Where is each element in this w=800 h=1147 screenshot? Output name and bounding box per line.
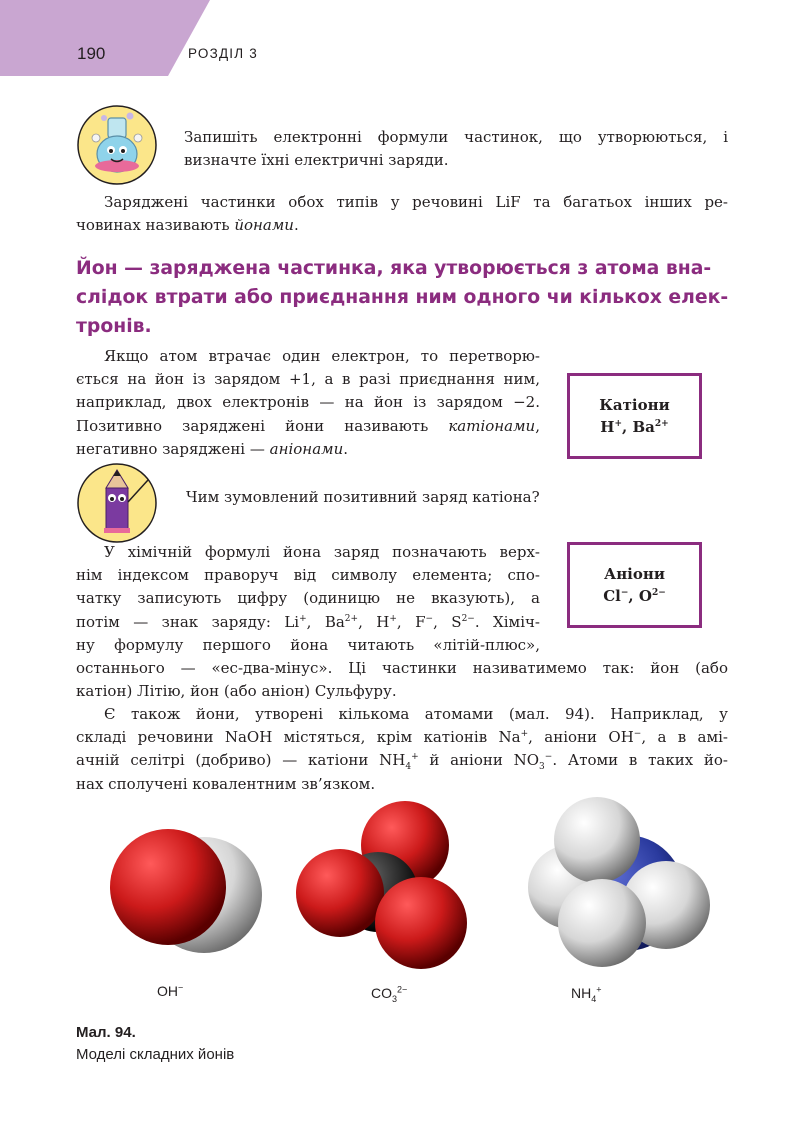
molecule-models: [100, 795, 740, 980]
paragraph-ion-formula: У хімічній формулі йона заряд позначають верх- нім індексом праворуч від символу елемента; спо- чатку записують цифру (одиницю не вказують), а потім — знак заряду: Li+, $Ba^{2+}$, H+, F−, $S^{2-}$. Хіміч- ну формулу першого йона читають «літій-плюс», останнього — «ес-два-мінус». Ці частинки називатимемо так: йон (або катіон) Літію, йон (або аніон) Сульфуру.: [76, 543, 728, 701]
paragraph-ions-intro: Заряджені частинки обох типів у речовині LiF та багатьох інших ре- човинах називають йонами.: [76, 193, 728, 235]
ammonium-model: [528, 797, 710, 967]
figure-caption-text: Моделі складних йонів: [76, 1046, 235, 1063]
flask-character-icon: [76, 104, 158, 186]
page-number: 190: [77, 44, 106, 63]
hydroxide-model: [110, 829, 262, 953]
section-title: РОЗДІЛ 3: [188, 46, 258, 61]
anions-title: Аніони: [603, 565, 665, 583]
cations-box: [567, 373, 702, 459]
label-carbonate: $CO_3^{2-}$: [371, 984, 408, 1004]
paragraph-cations-anions: Якщо атом втрачає один електрон, то перетворю- ється на йон із зарядом +1, а в разі приєднання ним, наприклад, двох електронів — на йон із зарядом −2. Позитивно заряджені йони називають катіонами, негативно заряджені — аніонами.: [76, 347, 540, 458]
task2-text: Чим зумовлений позитивний заряд катіона?: [186, 488, 540, 506]
anions-formula: Cl−, $O^{2-}$: [603, 587, 666, 605]
cations-formula: H+, $Ba^{2+}$: [600, 418, 669, 436]
label-ammonium: $NH_4^+$: [571, 984, 602, 1004]
paragraph-polyatomic-ions: Є також йони, утворені кількома атомами (мал. 94). Наприклад, у складі речовини NaOH містяться, крім катіонів Na+, аніони OH−, а в амі- ачній селітрі (добриво) — катіони $NH_4^+$ й аніони $NO_3^-$. Атоми в таких йо- нах сполучені ковалентним зв’язком.: [76, 705, 728, 793]
ion-definition: Йон — заряджена частинка, яка утворюється з атома вна- слідок втрати або приєднання ним одного чи кількох елек- тронів.: [76, 258, 729, 337]
header-tab: [0, 0, 210, 76]
pencil-character-icon: [76, 462, 158, 544]
label-hydroxide: OH−: [157, 982, 184, 999]
task1-text: Запишіть електронні формули частинок, що утворюються, і визначте їхні електричні заряди.: [184, 128, 728, 170]
figure-caption-title: Мал. 94.: [76, 1024, 136, 1041]
cations-title: Катіони: [599, 396, 670, 414]
carbonate-model: [296, 801, 467, 969]
